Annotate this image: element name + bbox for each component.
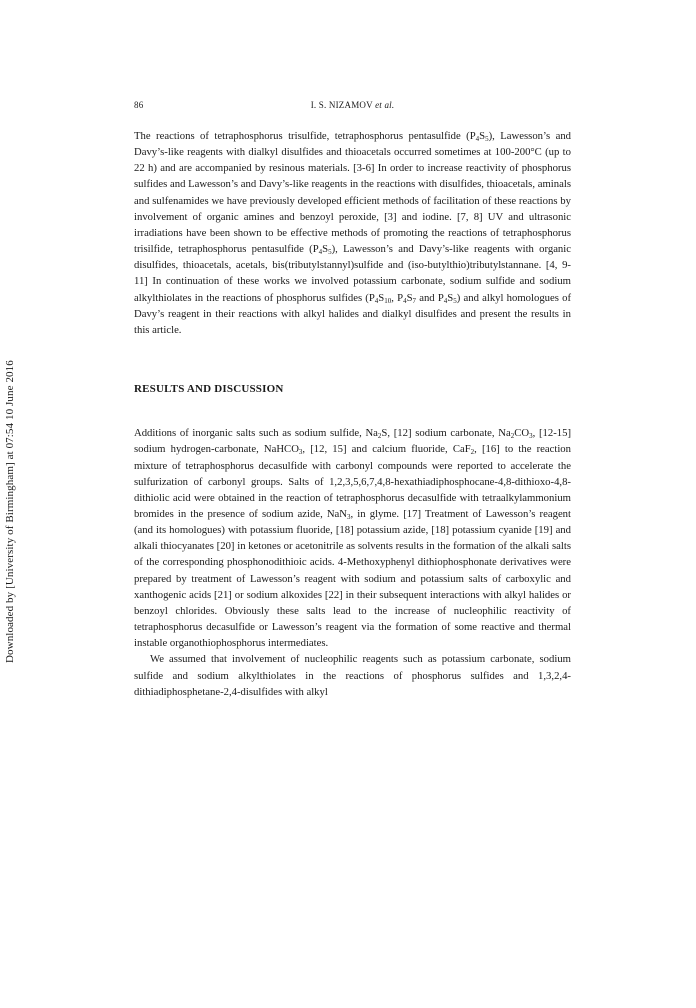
intro-paragraph: The reactions of tetraphosphorus trisulfide, tetraphosphorus pentasulfide $(P_4S_5)$, Lawesson’s and Davy’s-like reagents with dialkyl disulfides and thioacetals occurred sometimes at 100-200°C (up to 22 h) and are accompanied by resinous materials. [3-6] In order to increase reactivity of phosphorus sulfides and Lawesson’s and Davy’s-like reagents in the reactions with disulfides, thioacetals, aminals and sulfenamides we have previously developed efficient methods of facilitation of these reactions by involvement of organic amines and benzoyl peroxide, [3] and iodine. [7, 8] UV and ultrasonic irradiations have been shown to be effective methods of promoting the reactions of tetraphosphorus trisilfide, tetraphosphorus pentasulfide $(P_4S_5)$, Lawesson’s and Davy’s-like reagents with organic disulfides, thioacetals, acetals, bis(tributylstannyl)sulfide and (iso-butylthio)tributylstannane. [4, 9-11] In continuation of these works we involved potassium carbonate, sodium sulfide and sodium alkylthiolates in the reactions of phosphorus sulfides ($P_4S_{10}$, $P_4S_7$ and $P_4S_5$) and alkyl homologues of Davy’s reagent in their reactions with alkyl halides and dialkyl disulfides and present the results in this article. [134,130,572,336]
author-name: I. S. NIZAMOV [310,100,373,110]
running-head-authors [134,100,571,110]
assumption-paragraph: We assumed that involvement of nucleophilic reagents such as potassium carbonate, sodium sulfide and sodium alkylthiolates in the reactions of phosphorus sulfides and 1,3,2,4-dithiadiphosphetane-2,4-disulfides with alkyl [134,653,571,698]
article-body [134,128,571,700]
et-al: et al. [375,100,395,110]
page-number: 86 [134,100,144,110]
running-head [134,100,571,114]
download-watermark: Downloaded by [University of Birmingham] at 07:54 10 June 2016 [4,360,16,663]
section-heading: RESULTS AND DISCUSSION [134,383,284,396]
results-paragraph: Additions of inorganic salts such as sodium sulfide, $Na_2S$, [12] sodium carbonate, $Na_2CO_3$, [12-15] sodium hydrogen-carbonate, NaHCO$_3$, [12, 15] and calcium fluoride, CaF$_2$, [16] to the reaction mixture of tetraphosphorus decasulfide with carbonyl compounds were reported to accelerate the sulfurization of carbonyl groups. Salts of 1,2,3,5,6,7,4,8-hexathiadiphosphocane-4,8-dithioxo-4,8-dithiolic acid were obtained in the reaction of tetraphosphorus decasulfide with tetraalkylammonium bromides in the presence of sodium azide, NaN$_3$, in glyme. [17] Treatment of Lawesson’s reagent (and its homologues) with potassium fluoride, [18] potassium azide, [18] potassium cyanide [19] and alkali thiocyanates [20] in ketones or acetonitrile as solvents results in the formation of the alkali salts of the corresponding phosphonodithioic acids. 4-Methoxyphenyl dithiophosphonate derivatives were prepared by treatment of Lawesson’s reagent with sodium and potassium salts of carboxylic and xanthogenic acids [21] or sodium alkoxides [22] in their subsequent interactions with alkyl halides or benzoyl chlorides. Obviously these salts lead to the increase of nucleophilic reactivity of tetraphosphorus decasulfide or Lawesson’s reagent via the formation of some reactive and thermal instable organothiophosphorus intermediates. [134,427,572,650]
